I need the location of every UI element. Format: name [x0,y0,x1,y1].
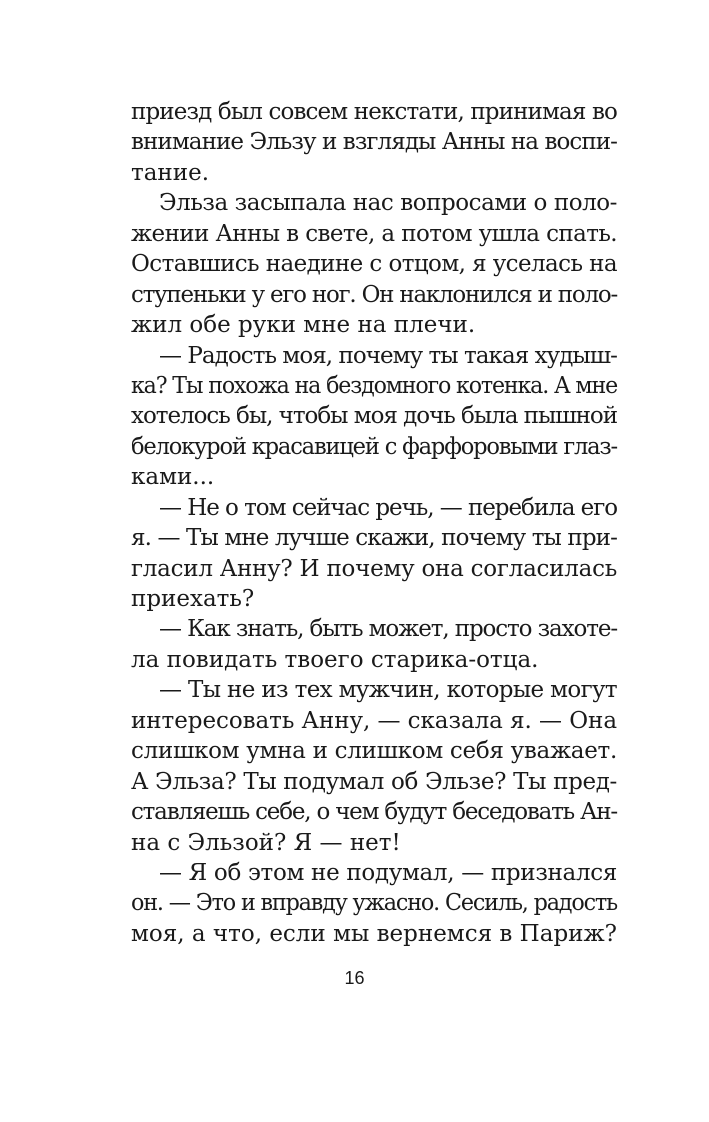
text-line-content: он. — Это и вправду ужасно. Сесиль, радость [131,890,618,917]
text-line [131,584,617,614]
text-line [131,767,617,797]
text-line [131,828,617,858]
text-line [131,188,617,218]
text-line [131,249,617,279]
text-line [131,432,617,462]
text-line [131,645,617,675]
text-line-content: слишком умна и слишком себя уважает. [131,738,617,765]
text-line [131,675,617,705]
text-line-content: ка? Ты похожа на бездомного котенка. А мне [131,372,618,399]
text-line [131,127,617,157]
text-line-content: Оставшись наедине с отцом, я уселась на [131,251,617,278]
text-line-content: приезд был совсем некстати, принимая во [131,99,617,125]
text-line-content: белокурой красавицей с фарфоровыми глаз- [131,433,618,460]
text-line-content: внимание Эльзу и взгляды Анны на воспи- [131,129,617,156]
text-line-content: — Как знать, быть может, просто захоте- [159,616,618,643]
text-line [131,736,617,766]
text-line-content: на с Эльзой? Я — нет! [131,829,401,856]
text-line-content: — Ты не из тех мужчин, которые могут [159,677,617,704]
text-line-content: — Радость моя, почему ты такая худыш- [159,342,618,369]
text-line [131,310,617,340]
text-line [131,858,617,888]
text-line [131,797,617,827]
text-line-content: интересовать Анну, — сказала я. — Она [131,707,617,734]
text-line-content: ла повидать твоего старика-отца. [131,646,539,673]
text-line-content: приехать? [131,586,255,612]
text-line [131,614,617,644]
text-line [131,401,617,431]
text-line [131,554,617,584]
text-line [131,493,617,523]
text-line-content: жении Анны в свете, а потом ушла спать. [131,220,617,247]
text-line-content: — Не о том сейчас речь, — перебила его [159,494,617,521]
text-line-content: жил обе руки мне на плечи. [131,312,476,339]
text-line [131,706,617,736]
page-number: 16 [344,968,365,988]
text-line-content: я. — Ты мне лучше скажи, почему ты при- [131,525,617,552]
text-line-content: хотелось бы, чтобы моя дочь была пышной [131,403,618,430]
text-line [131,341,617,371]
text-line [131,462,617,492]
text-line [131,280,617,310]
text-line-content: тание. [131,159,210,186]
text-line [131,888,617,918]
text-line-content: — Я об этом не подумал, — признался [159,859,618,886]
text-line [131,371,617,401]
text-line [131,919,617,949]
text-line-content: А Эльза? Ты подумал об Эльзе? Ты пред- [131,768,617,795]
text-line [131,97,617,127]
body-text [131,97,617,949]
text-line-content: гласил Анну? И почему она согласилась [131,555,617,582]
text-line [131,219,617,249]
text-line [131,523,617,553]
text-line-content: Эльза засыпала нас вопросами о поло- [159,190,617,217]
text-line-content: ставляешь себе, о чем будут беседовать Ан- [131,799,618,826]
text-line-content: ками... [131,464,215,491]
text-line-content: моя, а что, если мы вернемся в Париж? [131,920,617,947]
text-line [131,158,617,188]
text-line-content: ступеньки у его ног. Он наклонился и поло- [131,281,618,308]
